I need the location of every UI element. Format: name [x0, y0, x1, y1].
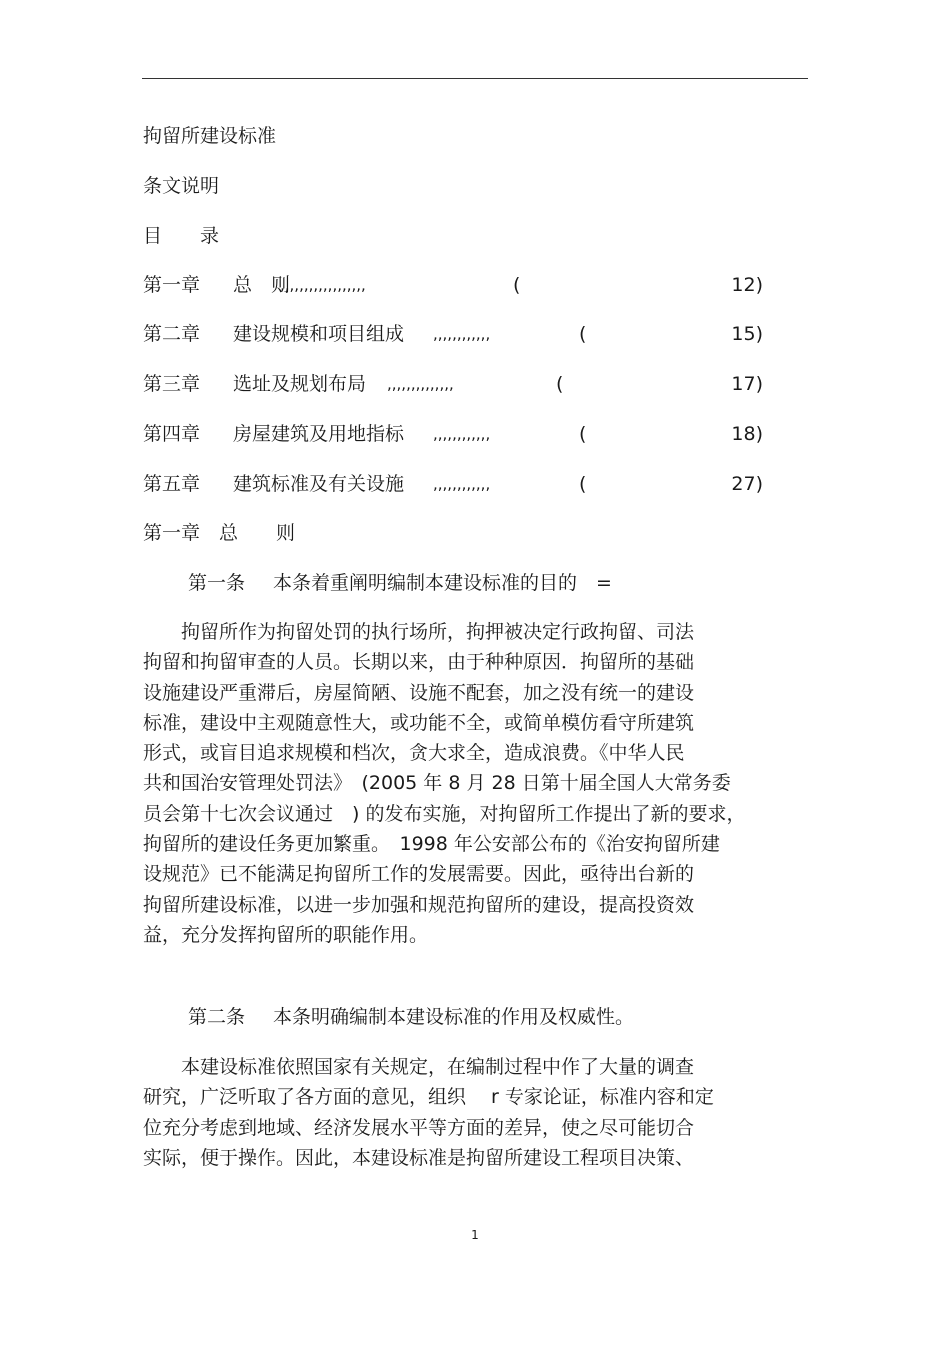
article-2-heading [188, 1005, 634, 1029]
toc-entry[interactable] [143, 472, 763, 496]
toc-entry[interactable] [143, 372, 763, 396]
toc-chapter: 第二章 [143, 323, 201, 345]
paragraph-line: 研究，广泛听取了各方面的意见，组织 r 专家论证，标准内容和定 [143, 1086, 714, 1109]
toc-entry[interactable] [143, 422, 763, 446]
toc-title: 总 则 [233, 274, 291, 296]
article-label: 第二条 [188, 1006, 246, 1028]
paragraph-line: 拘留所的建设任务更加繁重。 1998 年公安部公布的《治安拘留所建 [143, 833, 720, 856]
article-label: 第一条 [188, 572, 246, 594]
paragraph-line: 拘留和拘留审查的人员。长期以来，由于种种原因．拘留所的基础 [143, 651, 695, 674]
toc-chapter: 第三章 [143, 373, 201, 395]
toc-page-number: 12) [731, 274, 763, 296]
toc-title: 选址及规划布局 [233, 373, 367, 395]
toc-paren: ( [556, 373, 564, 395]
document-title: 拘留所建设标准 [143, 125, 277, 147]
paragraph-line: 本建设标准依照国家有关规定，在编制过程中作了大量的调查 [143, 1056, 695, 1078]
toc-leader: ,,,,,,,,,,,, [433, 475, 491, 493]
toc-leader: ,,,,,,,,,,,, [433, 325, 491, 343]
chapter-heading: 第一章 总 则 [143, 522, 296, 544]
toc-page-number: 15) [731, 323, 763, 345]
toc-heading: 目 录 [143, 225, 220, 247]
paragraph-line: 拘留所作为拘留处罚的执行场所，拘押被决定行政拘留、司法 [143, 621, 695, 643]
toc-title: 建筑标准及有关设施 [233, 473, 405, 495]
article-heading-text: 本条着重阐明编制本建设标准的目的 = [273, 572, 612, 594]
toc-entry[interactable] [143, 273, 763, 297]
toc-paren: ( [579, 473, 587, 495]
paragraph-line: 益，充分发挥拘留所的职能作用。 [143, 923, 429, 946]
paragraph-line: 形式，或盲目追求规模和档次，贪大求全，造成浪费。《中华人民 [143, 742, 685, 765]
toc-entry[interactable] [143, 322, 763, 346]
paragraph-line: 共和国治安管理处罚法》 (2005 年 8 月 28 日第十届全国人大常务委 [143, 772, 731, 795]
toc-leader: ,,,,,,,,,,,,,,,,,, [280, 276, 366, 294]
paragraph-line: 拘留所建设标准，以进一步加强和规范拘留所的建设，提高投资效 [143, 893, 695, 916]
article-1-heading [188, 571, 612, 595]
toc-title: 建设规模和项目组成 [233, 323, 405, 345]
paragraph-line: 标准，建设中主观随意性大，或功能不全，或简单模仿看守所建筑 [143, 711, 695, 734]
article-heading-text: 本条明确编制本建设标准的作用及权威性。 [273, 1006, 635, 1028]
paragraph-line: 实际，便于操作。因此，本建设标准是拘留所建设工程项目决策、 [143, 1146, 695, 1169]
paragraph-line: 员会第十七次会议通过 ) 的发布实施，对拘留所工作提出了新的要求， [143, 802, 746, 825]
toc-title: 房屋建筑及用地指标 [233, 423, 405, 445]
toc-page-number: 18) [731, 423, 763, 445]
toc-leader: ,,,,,,,,,,,, [433, 425, 491, 443]
toc-paren: ( [513, 274, 521, 296]
paragraph-line: 位充分考虑到地域、经济发展水平等方面的差异，使之尽可能切合 [143, 1116, 695, 1139]
article-1-body [143, 617, 783, 950]
header-rule [142, 78, 808, 79]
toc-chapter: 第五章 [143, 473, 201, 495]
toc-page-number: 17) [731, 373, 763, 395]
toc-paren: ( [579, 323, 587, 345]
paragraph-line: 设规范》已不能满足拘留所工作的发展需要。因此，亟待出台新的 [143, 863, 695, 886]
toc-paren: ( [579, 423, 587, 445]
paragraph-line: 设施建设严重滞后，房屋简陋、设施不配套，加之没有统一的建设 [143, 681, 695, 704]
article-2-body [143, 1052, 783, 1173]
toc-page-number: 27) [731, 473, 763, 495]
toc-chapter: 第一章 [143, 274, 201, 296]
page-number: 1 [471, 1228, 479, 1242]
toc-chapter: 第四章 [143, 423, 201, 445]
document-subtitle: 条文说明 [143, 175, 220, 197]
toc-leader: ,,,,,,,,,,,,,, [387, 375, 454, 393]
